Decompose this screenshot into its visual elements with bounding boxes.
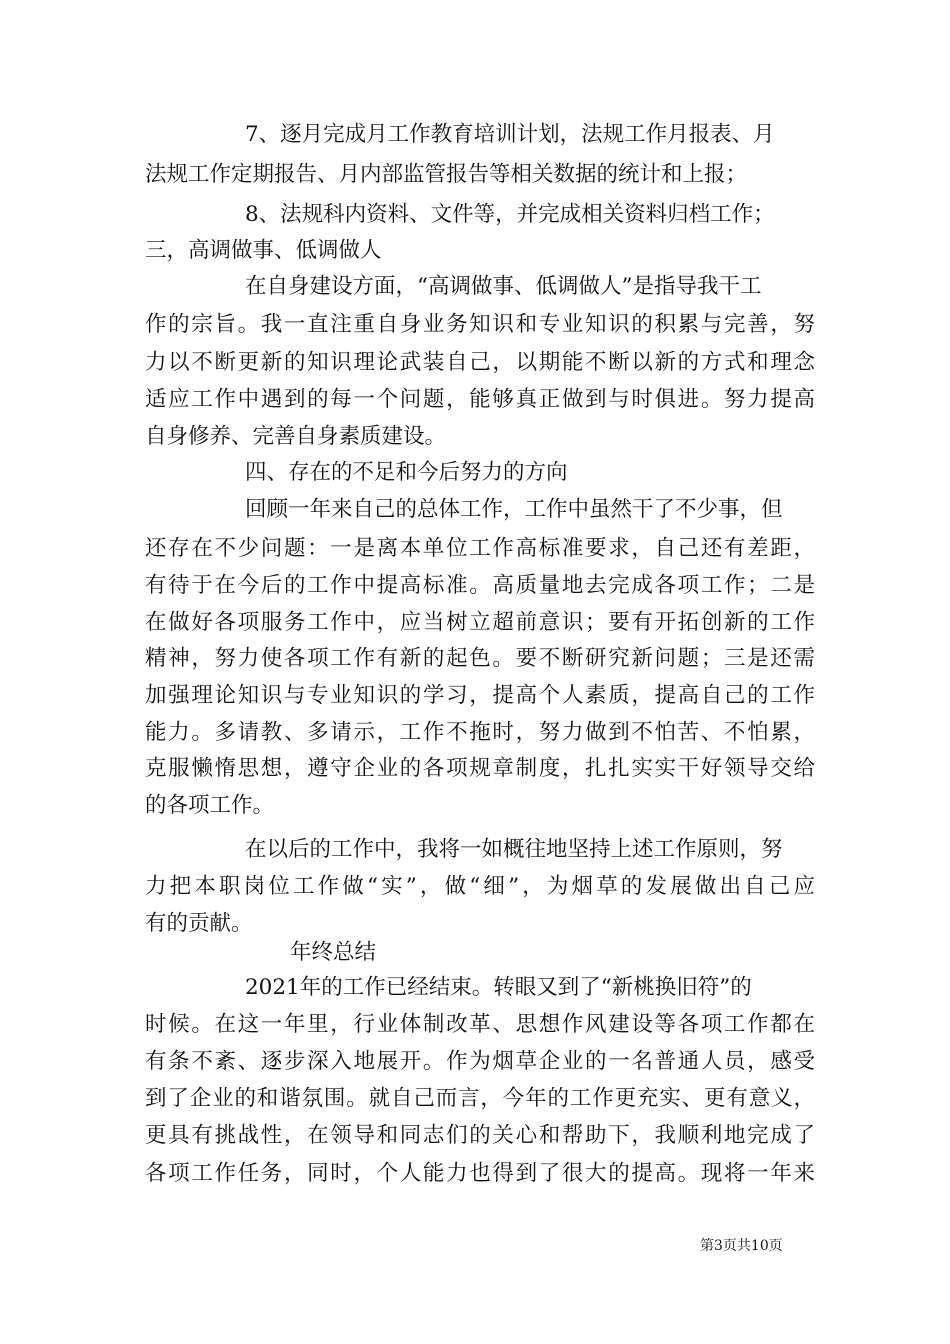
text-line: 能力。多请教、多请示，工作不拖时，努力做到不怕苦、不怕累， xyxy=(145,720,815,745)
text-line: 自身修养、完善自身素质建设。 xyxy=(145,424,447,449)
text-line: 的各项工作。 xyxy=(145,793,275,818)
text-line: 作的宗旨。我一直注重自身业务知识和专业知识的积累与完善，努 xyxy=(145,312,815,337)
text-line: 更具有挑战性，在领导和同志们的关心和帮助下，我顺利地完成了 xyxy=(145,1123,815,1148)
text-line: 还存在不少问题：一是离本单位工作高标准要求，自己还有差距， xyxy=(145,536,815,561)
text-line: 到了企业的和谐氛围。就自己而言，今年的工作更充实、更有意义， xyxy=(145,1086,815,1111)
text-line: 加强理论知识与专业知识的学习，提高个人素质，提高自己的工作 xyxy=(145,683,815,708)
text-line: 克服懒惰思想，遵守企业的各项规章制度，扎扎实实干好领导交给 xyxy=(145,756,815,781)
text-line: 时候。在这一年里，行业体制改革、思想作风建设等各项工作都在 xyxy=(145,1012,815,1037)
section-heading: 四、存在的不足和今后努力的方向 xyxy=(245,460,568,485)
text-line: 法规工作定期报告、月内部监管报告等相关数据的统计和上报； xyxy=(145,162,748,187)
text-line: 有的贡献。 xyxy=(145,911,253,936)
text-line: 力以不断更新的知识理论武装自己，以期能不断以新的方式和理念 xyxy=(145,350,815,375)
text-line: 有待于在今后的工作中提高标准。高质量地去完成各项工作；二是 xyxy=(145,573,815,598)
text-line: 有条不紊、逐步深入地展开。作为烟草企业的一名普通人员，感受 xyxy=(145,1049,815,1074)
text-line: 适应工作中遇到的每一个问题，能够真正做到与时俱进。努力提高 xyxy=(145,387,815,412)
text-line: 在做好各项服务工作中，应当树立超前意识；要有开拓创新的工作 xyxy=(145,610,815,635)
text-line: 力把本职岗位工作做“实”，做“细”，为烟草的发展做出自己应 xyxy=(145,874,815,899)
text-line: 7、逐月完成月工作教育培训计划，法规工作月报表、月 xyxy=(245,122,775,147)
text-line: 8、法规科内资料、文件等，并完成相关资料归档工作； xyxy=(245,202,775,227)
text-line: 在自身建设方面，“高调做事、低调做人”是指导我干工 xyxy=(245,274,762,299)
text-line: 2021年的工作已经结束。转眼又到了“新桃换旧符”的 xyxy=(245,975,752,1000)
text-line: 在以后的工作中，我将一如概往地坚持上述工作原则，努 xyxy=(245,837,783,862)
text-line: 回顾一年来自己的总体工作，工作中虽然干了不少事，但 xyxy=(245,497,783,522)
section-heading: 三，高调做事、低调做人 xyxy=(145,238,382,263)
text-line: 精神，努力使各项工作有新的起色。要不断研究新问题；三是还需 xyxy=(145,646,815,671)
text-line: 各项工作任务，同时，个人能力也得到了很大的提高。现将一年来 xyxy=(145,1161,815,1186)
page-number: 第3页共10页 xyxy=(700,1238,783,1254)
section-title: 年终总结 xyxy=(290,940,377,965)
